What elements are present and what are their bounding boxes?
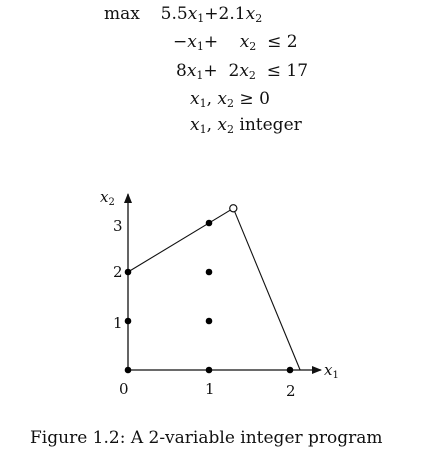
x-tick-2: 2 (286, 382, 296, 400)
integer-point (206, 367, 213, 374)
integer-point (125, 269, 132, 276)
constraint-2: $8x_1+ 2x_2 \le 17$ (176, 61, 309, 82)
y-tick-1: 1 (113, 314, 123, 332)
x-tick-0: 0 (119, 380, 129, 398)
constraint-2-coef-2: 2 (228, 61, 240, 81)
integer-point (206, 220, 213, 227)
nonnegativity-rhs: 0 (259, 89, 270, 109)
integer-point (125, 367, 132, 374)
region-layer (128, 205, 300, 370)
integer-point (206, 318, 213, 325)
x-tick-1: 1 (205, 380, 215, 398)
integer-point (125, 318, 132, 325)
integer-keyword: integer (239, 115, 302, 135)
feasible-region-edge (233, 208, 300, 370)
integrality-constraint: $x_1$, $x_2$ integer (190, 115, 302, 136)
y-tick-2: 2 (113, 263, 123, 281)
constraint-2-coef-1: 8 (176, 61, 187, 81)
integer-point (206, 269, 213, 276)
nonnegativity-constraint: $x_1$, $x_2 \ge 0$ (190, 89, 270, 110)
lp-optimum-vertex (230, 205, 237, 212)
points-layer (125, 220, 294, 374)
y-tick-3: 3 (113, 217, 123, 235)
y-axis-label: $x_2$ (100, 188, 115, 208)
objective-coef-2: 2.1 (218, 4, 246, 24)
max-keyword: max (104, 4, 140, 24)
constraint-1-rhs: 2 (286, 32, 298, 52)
integer-point (287, 367, 294, 374)
feasible-region-edge (128, 208, 233, 272)
constraint-2-rhs: 17 (286, 61, 309, 81)
x-axis-label: $x_1$ (324, 361, 339, 381)
objective-line: $\max 5.5x_1+2.1x_2$ (104, 4, 263, 25)
constraint-1: $-x_1+$ $x_2 \le 2$ (173, 32, 298, 53)
figure-caption: Figure 1.2: A 2-variable integer program (30, 428, 383, 448)
objective-coef-1: 5.5 (160, 4, 188, 24)
